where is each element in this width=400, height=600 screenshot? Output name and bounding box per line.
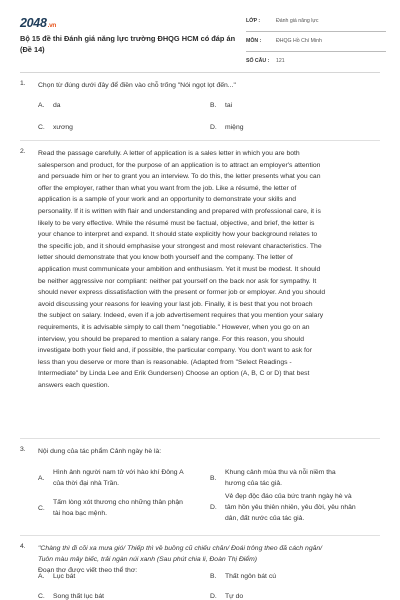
passage-line: letter should demonstrate that you know both yourself and the company. The letter of xyxy=(38,254,293,262)
question-number: 1. xyxy=(20,80,26,87)
option-text: Tự do xyxy=(225,593,244,600)
passage-line: avoid discussing your reasons for leaving your last job. Finally, it is best that you not broach xyxy=(38,300,313,308)
passage-line: be neither aggressive nor compliant: neither pat yourself on the back nor ask for sympathy. It xyxy=(38,277,317,285)
option-letter: B. xyxy=(210,475,217,482)
reading-passage xyxy=(38,148,380,391)
option-letter: B. xyxy=(210,573,217,580)
passage-line: offer the employer, rather than what you want from the job. Like a résumé, the letter of xyxy=(38,184,297,192)
option-line: Khung cảnh mùa thu và nỗi niềm tha xyxy=(225,469,336,476)
option-line: Tấm lòng xót thương cho những thân phận xyxy=(53,499,183,506)
meta-row-count xyxy=(246,52,386,72)
option-text xyxy=(53,467,184,489)
question-4 xyxy=(20,543,380,600)
option-letter: C. xyxy=(38,593,45,600)
option-d[interactable] xyxy=(210,491,382,526)
option-text: miệng xyxy=(225,124,244,131)
passage-line: likely to be very effective. While the résumé must be factual, objective, and brief, the letter is xyxy=(38,219,315,227)
option-line: tài hoa bạc mệnh. xyxy=(53,510,108,517)
question-divider xyxy=(20,140,380,141)
passage-line: the specific job, and it should emphasise your strongest and most relevant characteristics. The xyxy=(38,242,322,250)
option-letter: A. xyxy=(38,102,45,109)
passage-line: requirements, it is advisable simply to call them "negotiable." However, when you go on an xyxy=(38,323,310,331)
meta-label: SỐ CÂU : xyxy=(246,58,270,64)
option-letter: A. xyxy=(38,573,45,580)
question-text: Chọn từ đúng dưới đây để điền vào chỗ trống "Nói ngọt lọt đến..." xyxy=(38,82,236,89)
option-text: tai xyxy=(225,102,233,109)
question-1 xyxy=(20,80,380,132)
passage-line: less than you deserve or more than is reasonable. (Adapted from "Select Readings - xyxy=(38,358,292,366)
option-letter: A. xyxy=(38,475,45,482)
option-b[interactable] xyxy=(210,467,382,491)
meta-label: LỚP : xyxy=(246,18,261,24)
option-line: Hình ảnh người nam tử với hào khí Đông A xyxy=(53,469,184,476)
option-line: của thời đại nhà Trần. xyxy=(53,480,120,487)
question-divider xyxy=(20,438,380,439)
option-line: dân, đất nước của tác giả. xyxy=(225,515,305,522)
passage-line: investigate both your field and, if possible, the particular company. You don't want to ask for xyxy=(38,347,312,355)
passage-line: Intermediate" by Linda Lee and Erik Gundersen) Choose an option (A, B, C or D) that best xyxy=(38,370,310,378)
question-number: 2. xyxy=(20,148,26,155)
option-a[interactable] xyxy=(38,467,210,491)
option-text: Song thất lục bát xyxy=(53,593,105,600)
header-divider xyxy=(20,72,380,73)
question-divider xyxy=(20,535,380,536)
passage-line: application is a sample of your work and an opportunity to demonstrate your skills and xyxy=(38,196,297,204)
option-letter: D. xyxy=(210,504,217,511)
question-prompt: Đoạn thơ được viết theo thể thơ: xyxy=(38,567,138,574)
passage-line: and persuade him or her to grant you an interview. To do this, the letter presents what you can xyxy=(38,173,321,181)
passage-line: should never express dissatisfaction with the present or former job or employer. And you should xyxy=(38,289,326,297)
meta-value: Đánh giá năng lực xyxy=(276,18,319,24)
option-text: da xyxy=(53,102,61,109)
passage-line: interview, you should be prepared to mention a salary range. For this reason, you should xyxy=(38,335,304,343)
option-text xyxy=(225,467,336,489)
option-text: Lục bát xyxy=(53,573,76,580)
poem-line: "Chàng thì đi cõi xa mưa gió/ Thiếp thì về buồng cũ chiếu chăn/ Đoái trông theo đã cách ngăn/ xyxy=(38,545,323,552)
meta-row-class xyxy=(246,12,386,32)
logo-main: 2048 xyxy=(20,16,47,30)
option-text xyxy=(53,497,183,519)
option-line: tâm hồn yêu thiên nhiên, yêu đời, yêu nhân xyxy=(225,504,356,511)
document-header xyxy=(20,12,384,70)
question-number: 4. xyxy=(20,543,26,550)
question-text xyxy=(38,543,380,576)
option-letter: B. xyxy=(210,102,217,109)
option-line: Vẻ đẹp độc đáo của bức tranh ngày hè và xyxy=(225,493,352,500)
passage-line: your chance to interpret and expand. It should state explicitly how your background relates to xyxy=(38,231,318,239)
option-letter: D. xyxy=(210,593,217,600)
option-text: xương xyxy=(53,124,73,131)
passage-line: personality. If it is written with flair and understanding and prepared with professional care, it is xyxy=(38,207,321,215)
question-number: 3. xyxy=(20,446,26,453)
passage-line: salesperson and product, for the purpose of an application is to attract an employer's attention xyxy=(38,161,321,169)
document-title: Bộ 15 đề thi Đánh giá năng lực trường ĐHQG HCM có đáp án (Đề 14) xyxy=(20,34,236,54)
document-meta xyxy=(246,12,386,72)
option-letter: C. xyxy=(38,505,45,512)
option-c[interactable] xyxy=(38,497,210,523)
passage-line: the subject on salary. Indeed, even if a job advertisement requires that you mention your salary xyxy=(38,312,324,320)
question-text: Nội dung của tác phẩm Cảnh ngày hè là: xyxy=(38,448,162,455)
meta-row-subject xyxy=(246,32,386,52)
poem-line: Tuôn màu mây biếc, trải ngàn núi xanh (Sau phút chia li, Đoàn Thị Điểm) xyxy=(38,556,257,563)
passage-line: application must communicate your ambition and enthusiasm. Yet it must be modest. It should xyxy=(38,265,321,273)
meta-value: 121 xyxy=(276,58,285,64)
logo-suffix: .vn xyxy=(47,22,57,29)
option-letter: C. xyxy=(38,124,45,131)
question-2 xyxy=(20,148,380,398)
meta-value: ĐHQG Hồ Chí Minh xyxy=(276,38,322,44)
question-3 xyxy=(20,446,380,526)
option-text: Thất ngôn bát cú xyxy=(225,573,277,580)
passage-line: Read the passage carefully. A letter of application is a sales letter in which you are both xyxy=(38,150,300,157)
site-logo[interactable] xyxy=(20,16,56,30)
meta-label: MÔN : xyxy=(246,38,262,44)
passage-line: answers each question. xyxy=(38,381,110,389)
option-text xyxy=(225,491,356,524)
option-line: hương của tác giả. xyxy=(225,480,282,487)
option-letter: D. xyxy=(210,124,217,131)
